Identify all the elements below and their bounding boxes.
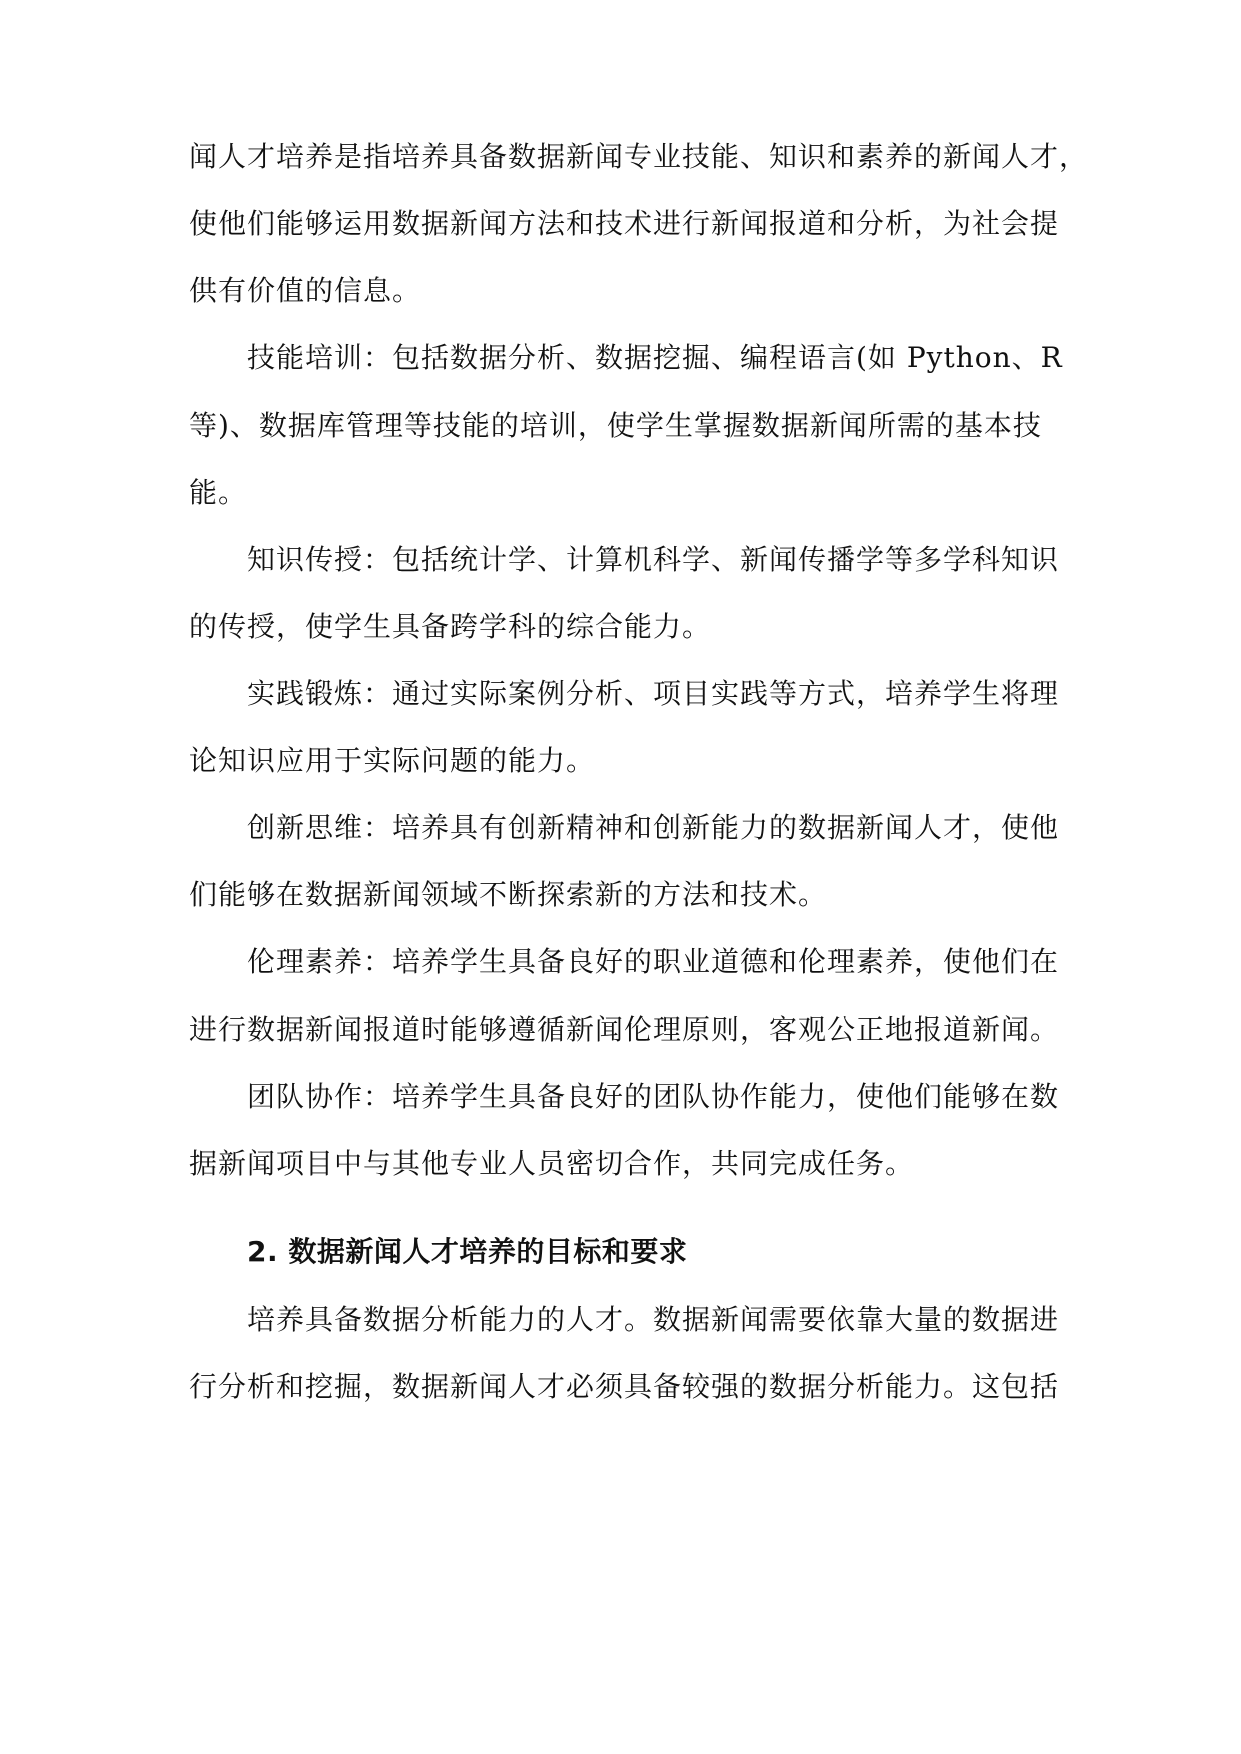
paragraph-line: 供有价值的信息。 bbox=[189, 274, 422, 307]
paragraph-line: 进行数据新闻报道时能够遵循新闻伦理原则，客观公正地报道新闻。 bbox=[189, 1013, 1060, 1046]
paragraph-line: 据新闻项目中与其他专业人员密切合作，共同完成任务。 bbox=[189, 1147, 915, 1180]
paragraph-line: 的传授，使学生具备跨学科的综合能力。 bbox=[189, 610, 712, 643]
paragraph-line: 使他们能够运用数据新闻方法和技术进行新闻报道和分析，为社会提 bbox=[189, 207, 1060, 240]
paragraph-line: 闻人才培养是指培养具备数据新闻专业技能、知识和素养的新闻人才， bbox=[189, 140, 1089, 173]
section-heading: 2. 数据新闻人才培养的目标和要求 bbox=[247, 1235, 688, 1268]
innovation-line: 创新思维：培养具有创新精神和创新能力的数据新闻人才，使他 bbox=[247, 811, 1060, 844]
ethics-line: 伦理素养：培养学生具备良好的职业道德和伦理素养，使他们在 bbox=[247, 945, 1060, 978]
data-analysis-line: 培养具备数据分析能力的人才。数据新闻需要依靠大量的数据进 bbox=[247, 1303, 1060, 1336]
skills-training-line: 技能培训：包括数据分析、数据挖掘、编程语言(如 Python、R bbox=[247, 341, 1063, 374]
paragraph-line: 们能够在数据新闻领域不断探索新的方法和技术。 bbox=[189, 878, 828, 911]
paragraph-line: 等)、数据库管理等技能的培训，使学生掌握数据新闻所需的基本技 bbox=[189, 409, 1042, 442]
paragraph-line: 行分析和挖掘，数据新闻人才必须具备较强的数据分析能力。这包括 bbox=[189, 1370, 1060, 1403]
teamwork-line: 团队协作：培养学生具备良好的团队协作能力，使他们能够在数 bbox=[247, 1080, 1060, 1113]
paragraph-line: 能。 bbox=[189, 476, 248, 509]
knowledge-transfer-line: 知识传授：包括统计学、计算机科学、新闻传播学等多学科知识 bbox=[247, 543, 1060, 576]
practice-line: 实践锻炼：通过实际案例分析、项目实践等方式，培养学生将理 bbox=[247, 677, 1060, 710]
paragraph-line: 论知识应用于实际问题的能力。 bbox=[189, 744, 596, 777]
